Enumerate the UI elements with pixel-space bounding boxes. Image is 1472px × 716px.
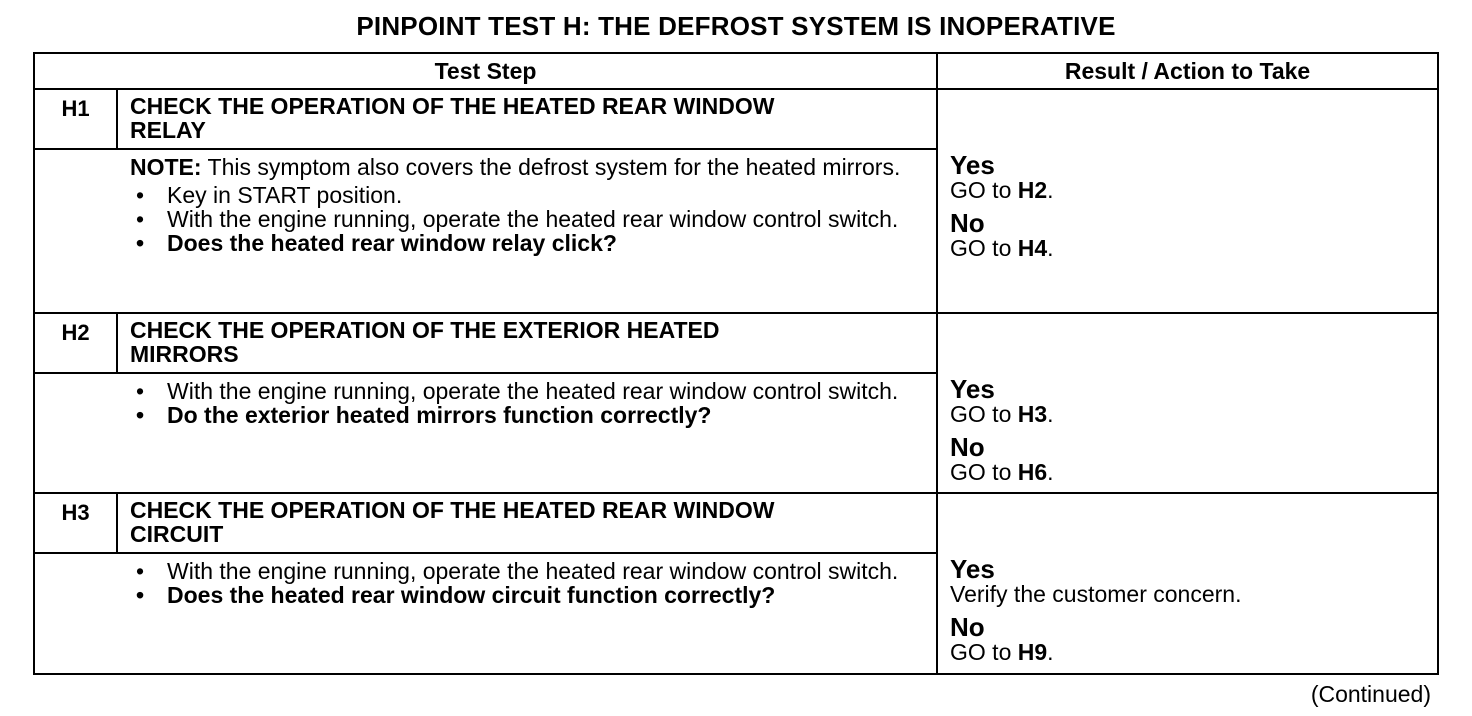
bullet-icon: • (135, 182, 145, 208)
step-id-h3: H3 (34, 493, 117, 553)
goto-link-h4[interactable]: H4 (1017, 235, 1048, 261)
result-cell-h2 (937, 313, 1438, 493)
result-yes-label-h1: Yes (950, 150, 995, 180)
page-title: PINPOINT TEST H: THE DEFROST SYSTEM IS INOPERATIVE (356, 11, 1116, 41)
column-header-test-step: Test Step (34, 53, 937, 89)
step-id-h2: H2 (34, 313, 117, 373)
goto-link-h3[interactable]: H3 (1017, 401, 1048, 427)
step-heading-h1-line2: RELAY (130, 117, 206, 143)
goto-link-h6[interactable]: H6 (1017, 459, 1048, 485)
note-label: NOTE: (130, 154, 202, 180)
result-cell-h3 (937, 493, 1438, 674)
step-heading-h2-line1: CHECK THE OPERATION OF THE EXTERIOR HEATED (130, 317, 720, 343)
list-item: • With the engine running, operate the heated rear window control switch. (130, 559, 906, 583)
result-no-label-h3: No (950, 612, 985, 642)
bullet-icon: • (135, 206, 145, 232)
step-row-h3-heading (34, 493, 1438, 553)
bullet-icon: • (135, 582, 145, 608)
bullet-icon: • (135, 558, 145, 584)
step-bullets-h1 (130, 183, 906, 255)
bullet-icon: • (135, 378, 145, 404)
result-no-action-h2: GO to H6. (950, 459, 1054, 485)
result-cell-h1 (937, 89, 1438, 313)
step-body-h3 (34, 553, 937, 674)
step-heading-h3 (117, 493, 937, 553)
list-item: • With the engine running, operate the heated rear window control switch. (130, 207, 906, 231)
result-yes-label-h3: Yes (950, 554, 995, 584)
step-id-h1: H1 (34, 89, 117, 149)
step-heading-h2-line2: MIRRORS (130, 341, 239, 367)
goto-link-h9[interactable]: H9 (1017, 639, 1048, 665)
result-yes-action-h1: GO to H2. (950, 177, 1054, 203)
column-header-result: Result / Action to Take (937, 53, 1438, 89)
note-text: This symptom also covers the defrost system for the heated mirrors. (201, 154, 901, 180)
result-yes-label-h2: Yes (950, 374, 995, 404)
step-heading-h3-line1: CHECK THE OPERATION OF THE HEATED REAR WINDOW (130, 497, 775, 523)
result-no-action-h3: GO to H9. (950, 639, 1054, 665)
step-bullets-h3 (130, 559, 906, 607)
step-heading-h1-line1: CHECK THE OPERATION OF THE HEATED REAR WINDOW (130, 93, 775, 119)
step-body-h2 (34, 373, 937, 493)
step-question-h3: • Does the heated rear window circuit function correctly? (130, 583, 906, 607)
table-header-row (34, 53, 1438, 89)
step-heading-h1 (117, 89, 937, 149)
step-bullets-h2 (130, 379, 906, 427)
bullet-icon: • (135, 402, 145, 428)
step-body-h1 (34, 149, 937, 313)
step-question-h1: • Does the heated rear window relay click? (130, 231, 906, 255)
step-heading-h3-line2: CIRCUIT (130, 521, 224, 547)
result-no-label-h1: No (950, 208, 985, 238)
result-yes-action-h2: GO to H3. (950, 401, 1054, 427)
step-question-h2: • Do the exterior heated mirrors function correctly? (130, 403, 906, 427)
result-no-action-h1: GO to H4. (950, 235, 1054, 261)
bullet-icon: • (135, 230, 145, 256)
continued-label: (Continued) (1310, 681, 1431, 707)
list-item: • Key in START position. (130, 183, 906, 207)
step-row-h2-heading (34, 313, 1438, 373)
result-yes-action-h3: Verify the customer concern. (950, 581, 1242, 607)
pinpoint-test-table (33, 52, 1439, 675)
list-item: • With the engine running, operate the heated rear window control switch. (130, 379, 906, 403)
result-no-label-h2: No (950, 432, 985, 462)
step-heading-h2 (117, 313, 937, 373)
step-note-h1 (130, 155, 906, 179)
goto-link-h2[interactable]: H2 (1017, 177, 1048, 203)
step-row-h1-heading (34, 89, 1438, 149)
